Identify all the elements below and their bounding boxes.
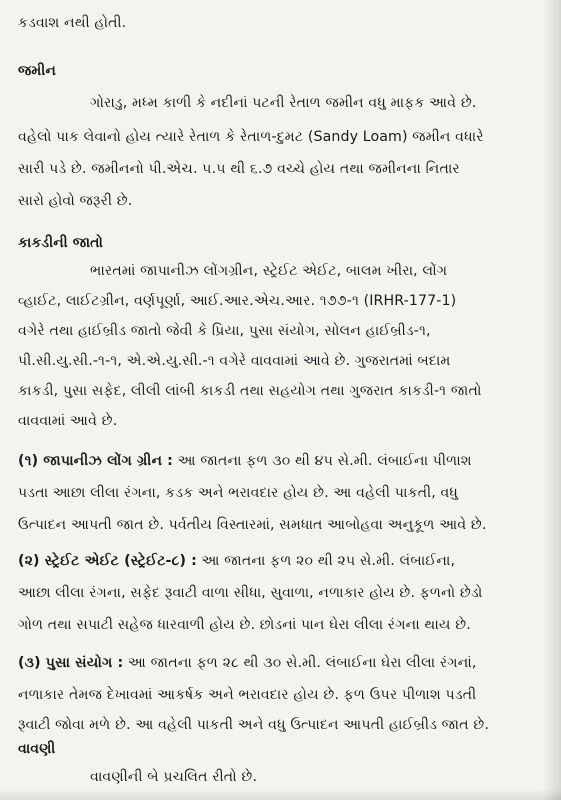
varieties-paragraph-line: પી.સી.યુ.સી.-૧-૧, એ.એ.યુ.સી.-૧ વગેરે વાવવામાં આવે છે. ગુજરાતમાં બદામ [18, 353, 451, 369]
variety-2-text: આ જાતના ફળ ૨૦ થી ૨૫ સે.મી. લંબાઈના, [196, 553, 456, 569]
soil-heading: જમીન [18, 63, 56, 79]
soil-paragraph-line: સારી પડે છે. જમીનનો પી.એચ. ૫.૫ થી ૬.૭ વચ્ચે હોય તથા જમીનના નિતાર [18, 161, 460, 177]
varieties-paragraph-line: વગેરે તથા હાઈબ્રીડ જાતો જેવી કે પ્રિયા, પુસા સંયોગ, સોલન હાઈબ્રીડ-૧, [18, 323, 431, 339]
variety-3-line: રૂવાટી જોવા મળે છે. આ વહેલી પાકતી અને વધુ ઉત્પાદન આપતી હાઈબ્રીડ જાત છે. [18, 717, 490, 733]
varieties-paragraph-line: વાવવામાં આવે છે. [18, 413, 118, 429]
variety-1-line: પડતા આછા લીલા રંગના, કડક અને ભરાવદાર હોય છે. આ વહેલી પાકતી, વધુ [18, 485, 459, 501]
page-edge-shadow [543, 0, 561, 800]
continuation-line: કડવાશ નથી હોતી. [18, 15, 127, 31]
sowing-paragraph-line: વાવણીની બે પ્રચલિત રીતો છે. [90, 769, 258, 785]
variety-2-line: આછા લીલા રંગના, સફેદ રૂવાટી વાળા સીધા, સુવાળા, નળાકાર હોય છે. ફળનો છેડો [18, 585, 483, 601]
variety-2-first-line [18, 552, 455, 570]
sowing-heading: વાવણી [18, 741, 56, 757]
varieties-paragraph-line: ભારતમાં જાપાનીઝ લોંગગ્રીન, સ્ટ્રેઈટ એઈટ, બાલમ ખીરા, લોંગ [90, 263, 448, 279]
page-bottom-shadow [0, 788, 561, 800]
variety-3-title: (૩) પુસા સંયોગ : [18, 655, 124, 671]
variety-3-text: આ જાતના ફળ ૨૮ થી ૩૦ સે.મી. લંબાઈના ઘેરા લીલા રંગનાં, [123, 655, 477, 671]
variety-1-line: ઉત્પાદન આપતી જાત છે. પર્વતીય વિસ્તારમાં, સમધાત આબોહવા અનુકૂળ આવે છે. [18, 517, 487, 533]
variety-3-line: નળાકાર તેમજ દેખાવમાં આકર્ષક અને ભરાવદાર હોય છે. ફળ ઉપર પીળાશ પડતી [18, 687, 477, 703]
soil-paragraph-line: વહેલો પાક લેવાનો હોય ત્યારે રેતાળ કે રેતાળ-દુમટ (Sandy Loam) જમીન વધારે [18, 129, 484, 145]
soil-paragraph-line: ગોરાડુ, મધ્મ કાળી કે નદીનાં પટની રેતાળ જમીન વધુ માફક આવે છે. [90, 95, 477, 111]
variety-2-title: (૨) સ્ટ્રેઈટ એઈટ (સ્ટ્રેઈટ-૮) : [18, 553, 197, 569]
variety-3-first-line [18, 654, 477, 672]
variety-1-first-line [18, 452, 472, 470]
varieties-heading: કાકડીની જાતો [18, 235, 103, 251]
variety-2-line: ગોળ તથા સપાટી સહેજ ધારવાળી હોય છે. છોડનાં પાન ઘેરા લીલા રંગના થાય છે. [18, 617, 471, 633]
varieties-paragraph-line: કાકડી, પુસા સફેદ, લીલી લાંબી કાકડી તથા સહયોગ તથા ગુજરાત કાકડી-૧ જાતો [18, 383, 482, 399]
variety-1-title: (૧) જાપાનીઝ લોંગ ગ્રીન : [18, 453, 173, 469]
soil-paragraph-line: સારો હોવો જરૂરી છે. [18, 193, 133, 209]
variety-1-text: આ જાતના ફળ ૩૦ થી ૪૫ સે.મી. લંબાઈના પીળાશ [172, 453, 472, 469]
varieties-paragraph-line: વ્હાઈટ, લાઈટગ્રીન, વર્ણપૂર્ણા, આઈ.આર.એચ.આર. ૧૭૭-૧ (IRHR-177-1) [18, 293, 457, 309]
